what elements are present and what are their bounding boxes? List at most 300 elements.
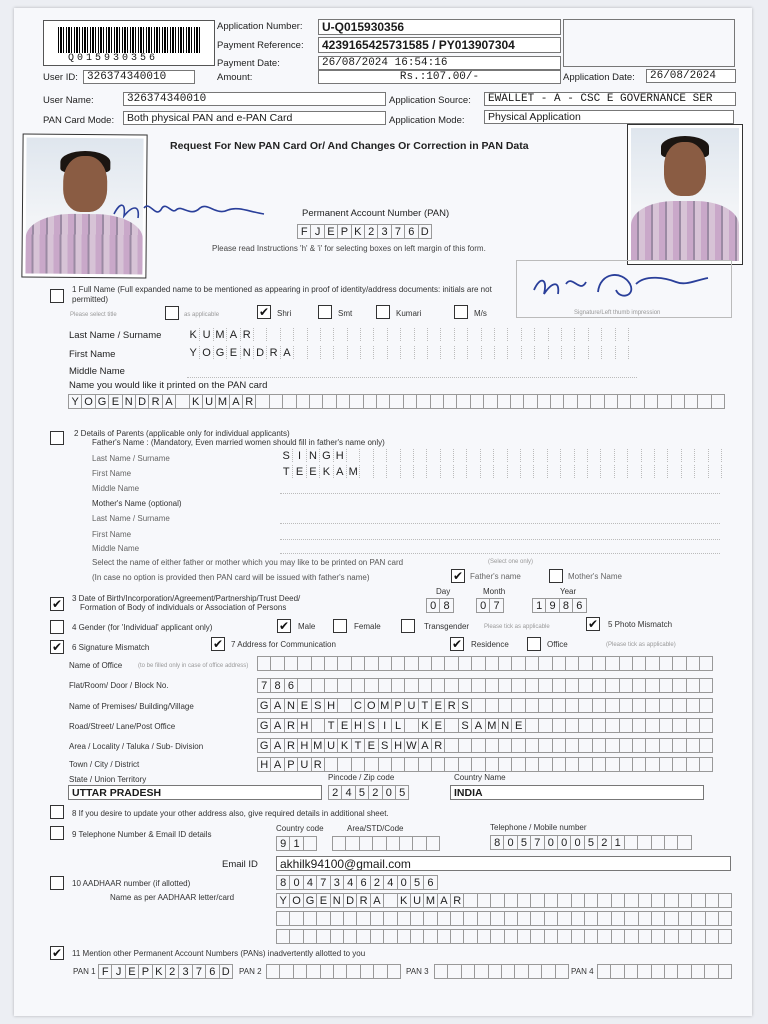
char-cell <box>419 679 432 692</box>
char-cell <box>414 449 427 462</box>
char-cell: G <box>258 739 271 752</box>
char-cell: E <box>432 719 445 732</box>
char-cell: O <box>290 894 303 907</box>
char-cell: U <box>298 758 311 771</box>
father-middle-label: Middle Name <box>92 484 140 493</box>
char-cell <box>411 912 424 925</box>
char-cell: M <box>347 465 360 478</box>
char-cell <box>384 912 397 925</box>
char-cell <box>548 465 561 478</box>
char-cell <box>692 912 705 925</box>
title-applicable-checkbox[interactable] <box>165 306 179 320</box>
char-cell <box>575 449 588 462</box>
char-cell: T <box>325 719 338 732</box>
char-cell <box>575 465 588 478</box>
dob-month-cells <box>476 598 504 613</box>
office-label: Office <box>547 640 568 649</box>
title-shri-label: Shri <box>277 309 292 318</box>
char-cell: D <box>220 965 233 978</box>
char-cell <box>602 328 615 341</box>
char-cell <box>646 739 659 752</box>
char-cell: H <box>258 758 271 771</box>
char-cell <box>427 837 440 850</box>
char-cell: K <box>153 965 166 978</box>
header-right-box <box>563 19 735 67</box>
char-cell <box>337 395 350 408</box>
char-cell <box>539 657 552 670</box>
title-smt-label: Smt <box>338 309 353 318</box>
char-cell <box>526 758 539 771</box>
char-cell <box>572 894 585 907</box>
char-cell: G <box>214 346 227 359</box>
char-cell <box>374 965 387 978</box>
char-cell <box>593 699 606 712</box>
char-cell: 4 <box>342 786 355 799</box>
char-cell: P <box>285 758 298 771</box>
char-cell: 1 <box>290 837 303 850</box>
char-cell <box>700 679 713 692</box>
signature-right <box>526 264 716 308</box>
char-cell <box>719 965 732 978</box>
char-cell <box>558 912 571 925</box>
char-cell: H <box>298 739 311 752</box>
char-cell <box>700 758 713 771</box>
char-cell <box>451 912 464 925</box>
char-cell <box>499 699 512 712</box>
char-cell <box>692 894 705 907</box>
char-cell <box>347 449 360 462</box>
section9-checkbox[interactable] <box>50 826 64 840</box>
char-cell: G <box>258 699 271 712</box>
char-cell <box>655 449 668 462</box>
char-cell <box>616 328 629 341</box>
char-cell: T <box>352 739 365 752</box>
residence-checkbox[interactable]: ✔ <box>451 637 463 651</box>
town-cells <box>257 757 713 772</box>
char-cell <box>374 449 387 462</box>
char-cell <box>606 739 619 752</box>
char-cell: A <box>371 894 384 907</box>
char-cell <box>512 679 525 692</box>
title-ms-checkbox[interactable] <box>454 305 468 319</box>
char-cell <box>652 836 665 849</box>
char-cell: E <box>109 395 122 408</box>
section6-checkbox[interactable]: ✔ <box>51 640 63 654</box>
char-cell <box>331 930 344 943</box>
char-cell: 6 <box>573 599 586 612</box>
pan2-cells <box>266 964 401 979</box>
char-cell <box>379 679 392 692</box>
char-cell <box>312 657 325 670</box>
char-cell <box>526 679 539 692</box>
char-cell <box>505 894 518 907</box>
default-parent-text: (In case no option is provided then PAN card will be issued with father's name) <box>92 573 370 582</box>
char-cell: 6 <box>285 679 298 692</box>
char-cell <box>673 657 686 670</box>
char-cell <box>307 965 320 978</box>
char-cell <box>642 449 655 462</box>
pan-label: Permanent Account Number (PAN) <box>302 208 450 219</box>
char-cell: F <box>99 965 112 978</box>
char-cell: O <box>365 699 378 712</box>
char-cell <box>417 395 430 408</box>
char-cell <box>668 465 681 478</box>
office-name-label: Name of Office <box>69 661 123 670</box>
char-cell: 9 <box>277 837 290 850</box>
payment-date-value: 26/08/2024 16:54:16 <box>318 56 561 70</box>
char-cell: P <box>392 699 405 712</box>
char-cell <box>285 657 298 670</box>
char-cell <box>625 894 638 907</box>
char-cell: 0 <box>398 876 411 889</box>
road-label: Road/Street/ Lane/Post Office <box>69 722 176 731</box>
char-cell <box>646 679 659 692</box>
char-cell <box>482 328 495 341</box>
char-cell: A <box>334 465 347 478</box>
aadhaar-name-label: Name as per AADHAAR letter/card <box>110 893 235 902</box>
char-cell <box>549 328 562 341</box>
char-cell <box>379 657 392 670</box>
application-date-value: 26/08/2024 <box>646 69 736 83</box>
char-cell: A <box>438 894 451 907</box>
char-cell <box>451 930 464 943</box>
char-cell: Y <box>277 894 290 907</box>
office-checkbox[interactable] <box>527 637 541 651</box>
section2-checkbox[interactable] <box>50 431 64 445</box>
char-cell <box>705 965 718 978</box>
char-cell <box>588 449 601 462</box>
char-cell <box>325 758 338 771</box>
char-cell <box>598 930 611 943</box>
char-cell <box>419 758 432 771</box>
char-cell: R <box>451 894 464 907</box>
mother-name-checkbox[interactable] <box>549 569 563 583</box>
aadhaar-name-cells-2 <box>276 911 732 926</box>
char-cell <box>428 328 441 341</box>
pan-card-mode-value: Both physical PAN and e-PAN Card <box>123 111 386 125</box>
char-cell: A <box>271 758 284 771</box>
char-cell <box>432 758 445 771</box>
char-cell: N <box>285 699 298 712</box>
char-cell <box>432 657 445 670</box>
user-name-value: 326374340010 <box>123 92 386 106</box>
gender-female-label: Female <box>354 622 381 631</box>
char-cell: 2 <box>166 965 179 978</box>
gender-female-checkbox[interactable] <box>333 619 347 633</box>
char-cell <box>618 395 631 408</box>
application-mode-value: Physical Application <box>484 110 734 124</box>
title-applicable-hint: as applicable <box>184 312 220 318</box>
char-cell <box>401 449 414 462</box>
user-name-label: User Name: <box>43 95 94 106</box>
char-cell <box>598 912 611 925</box>
char-cell <box>578 395 591 408</box>
char-cell: T <box>419 699 432 712</box>
char-cell <box>625 930 638 943</box>
char-cell: S <box>459 699 472 712</box>
char-cell <box>678 965 691 978</box>
char-cell <box>633 758 646 771</box>
char-cell <box>445 758 458 771</box>
char-cell <box>553 699 566 712</box>
char-cell <box>374 346 387 359</box>
char-cell <box>464 894 477 907</box>
char-cell <box>267 328 280 341</box>
char-cell <box>534 449 547 462</box>
char-cell <box>455 346 468 359</box>
char-cell <box>615 449 628 462</box>
dob-month-label: Month <box>483 587 506 596</box>
char-cell: E <box>307 465 320 478</box>
mother-first-label: First Name <box>92 530 132 539</box>
char-cell: M <box>214 328 227 341</box>
char-cell <box>633 699 646 712</box>
char-cell: 7 <box>531 836 544 849</box>
section4-checkbox[interactable] <box>50 620 64 634</box>
section3-checkbox[interactable]: ✔ <box>51 597 63 611</box>
char-cell <box>459 758 472 771</box>
char-cell: P <box>139 965 152 978</box>
email-value: akhilk94100@gmail.com <box>276 856 731 871</box>
char-cell <box>312 719 325 732</box>
char-cell <box>254 328 267 341</box>
char-cell: 5 <box>585 836 598 849</box>
char-cell <box>317 930 330 943</box>
pan2-label: PAN 2 <box>239 967 262 976</box>
char-cell: E <box>365 739 378 752</box>
char-cell <box>687 679 700 692</box>
address-comm-label: 7 Address for Communication <box>231 640 336 649</box>
title-shri-checkbox[interactable]: ✔ <box>258 305 270 319</box>
char-cell <box>719 912 732 925</box>
char-cell: N <box>123 395 136 408</box>
dob-day-label: Day <box>436 587 451 596</box>
office-name-cells <box>257 656 713 671</box>
section10-checkbox[interactable] <box>50 876 64 890</box>
char-cell <box>508 449 521 462</box>
char-cell: R <box>357 894 370 907</box>
char-cell <box>427 449 440 462</box>
char-cell <box>374 328 387 341</box>
char-cell <box>685 395 698 408</box>
char-cell: D <box>344 894 357 907</box>
char-cell <box>553 679 566 692</box>
mother-name-label: Mother's Name (optional) <box>92 499 182 508</box>
char-cell <box>405 719 418 732</box>
char-cell <box>612 894 625 907</box>
section1-checkbox[interactable] <box>50 289 64 303</box>
char-cell: G <box>258 719 271 732</box>
char-cell <box>679 912 692 925</box>
char-cell: 8 <box>491 836 504 849</box>
char-cell: 2 <box>371 876 384 889</box>
char-cell <box>620 758 633 771</box>
char-cell <box>365 679 378 692</box>
char-cell: M <box>216 395 229 408</box>
char-cell <box>679 894 692 907</box>
char-cell: F <box>298 225 311 238</box>
char-cell: 4 <box>344 876 357 889</box>
char-cell <box>551 395 564 408</box>
flat-label: Flat/Room/ Door / Block No. <box>69 681 169 690</box>
char-cell <box>593 657 606 670</box>
section2-title: 2 Details of Parents (applicable only for individual applicants) <box>74 429 290 438</box>
char-cell <box>308 346 321 359</box>
char-cell <box>321 346 334 359</box>
section11-checkbox[interactable]: ✔ <box>51 946 63 960</box>
char-cell: S <box>280 449 293 462</box>
char-cell <box>350 395 363 408</box>
char-cell <box>700 719 713 732</box>
char-cell <box>294 328 307 341</box>
father-first-label: First Name <box>92 469 132 478</box>
photo-mismatch-checkbox[interactable]: ✔ <box>587 617 599 631</box>
gender-male-checkbox[interactable]: ✔ <box>278 619 290 633</box>
char-cell: G <box>320 449 333 462</box>
char-cell <box>298 679 311 692</box>
last-name-cells <box>187 328 629 343</box>
char-cell <box>638 965 651 978</box>
char-cell <box>448 965 461 978</box>
char-cell <box>515 965 528 978</box>
char-cell <box>323 395 336 408</box>
gender-transgender-checkbox[interactable] <box>401 619 415 633</box>
char-cell <box>445 719 458 732</box>
char-cell <box>679 930 692 943</box>
char-cell <box>695 449 708 462</box>
char-cell <box>561 449 574 462</box>
payment-reference-label: Payment Reference: <box>217 40 304 51</box>
char-cell: A <box>227 328 240 341</box>
char-cell <box>388 346 401 359</box>
char-cell <box>719 930 732 943</box>
char-cell: A <box>271 739 284 752</box>
char-cell: 1 <box>533 599 546 612</box>
char-cell <box>486 679 499 692</box>
photo-mismatch-label: 5 Photo Mismatch <box>608 620 673 629</box>
char-cell <box>553 719 566 732</box>
char-cell <box>464 930 477 943</box>
char-cell <box>432 679 445 692</box>
char-cell: C <box>352 699 365 712</box>
char-cell <box>665 894 678 907</box>
char-cell <box>459 657 472 670</box>
office-hint: (Please tick as applicable) <box>606 642 676 648</box>
char-cell <box>633 679 646 692</box>
char-cell <box>526 739 539 752</box>
char-cell <box>472 679 485 692</box>
char-cell <box>258 657 271 670</box>
char-cell <box>606 758 619 771</box>
char-cell: R <box>267 346 280 359</box>
char-cell: E <box>227 346 240 359</box>
char-cell: R <box>445 699 458 712</box>
char-cell <box>558 930 571 943</box>
char-cell <box>687 719 700 732</box>
print-name-cells <box>68 394 725 409</box>
char-cell <box>499 739 512 752</box>
char-cell <box>365 657 378 670</box>
char-cell <box>598 965 611 978</box>
char-cell <box>478 930 491 943</box>
father-name-checkbox[interactable]: ✔ <box>452 569 464 583</box>
char-cell: N <box>307 449 320 462</box>
select-parent-hint: (Select one only) <box>488 559 534 565</box>
flat-cells <box>257 678 713 693</box>
char-cell <box>562 346 575 359</box>
char-cell <box>639 912 652 925</box>
char-cell <box>579 739 592 752</box>
char-cell <box>471 395 484 408</box>
section6-text: 6 Signature Mismatch <box>72 643 150 652</box>
char-cell <box>424 912 437 925</box>
char-cell: A <box>163 395 176 408</box>
application-number-label: Application Number: <box>217 21 303 32</box>
amount-label: Amount: <box>217 72 253 83</box>
char-cell <box>392 758 405 771</box>
char-cell <box>615 465 628 478</box>
char-cell <box>606 679 619 692</box>
area-cells <box>257 738 713 753</box>
char-cell <box>553 739 566 752</box>
char-cell <box>491 894 504 907</box>
pincode-cells <box>328 785 409 800</box>
char-cell <box>424 930 437 943</box>
char-cell <box>712 395 725 408</box>
title-smt-checkbox[interactable] <box>318 305 332 319</box>
char-cell <box>331 912 344 925</box>
char-cell: 3 <box>378 225 391 238</box>
char-cell <box>415 328 428 341</box>
char-cell <box>357 930 370 943</box>
char-cell <box>338 657 351 670</box>
char-cell <box>511 395 524 408</box>
char-cell <box>518 894 531 907</box>
char-cell <box>459 739 472 752</box>
char-cell: U <box>203 395 216 408</box>
section11-text: 11 Mention other Permanent Account Numbers (PANs) inadvertently allotted to you <box>72 949 366 958</box>
char-cell <box>585 912 598 925</box>
char-cell <box>392 657 405 670</box>
char-cell: E <box>317 894 330 907</box>
char-cell: E <box>298 699 311 712</box>
char-cell <box>593 758 606 771</box>
char-cell <box>361 328 374 341</box>
char-cell: U <box>405 699 418 712</box>
char-cell <box>495 328 508 341</box>
address-comm-checkbox[interactable]: ✔ <box>212 637 224 651</box>
char-cell <box>454 465 467 478</box>
title-kumari-checkbox[interactable] <box>376 305 390 319</box>
char-cell: M <box>312 739 325 752</box>
gender-transgender-label: Transgender <box>424 622 470 631</box>
barcode-box <box>43 20 215 66</box>
char-cell <box>631 395 644 408</box>
pan4-label: PAN 4 <box>571 967 594 976</box>
char-cell: 7 <box>392 225 405 238</box>
char-cell <box>593 679 606 692</box>
char-cell <box>441 328 454 341</box>
char-cell: N <box>241 346 254 359</box>
char-cell: E <box>293 465 306 478</box>
char-cell: 7 <box>490 599 503 612</box>
char-cell: 7 <box>258 679 271 692</box>
barcode-text: Q015930356 <box>68 53 159 64</box>
char-cell <box>646 699 659 712</box>
area-label: Area / Locality / Taluka / Sub- Division <box>69 742 204 751</box>
section8-checkbox[interactable] <box>50 805 64 819</box>
char-cell <box>472 657 485 670</box>
